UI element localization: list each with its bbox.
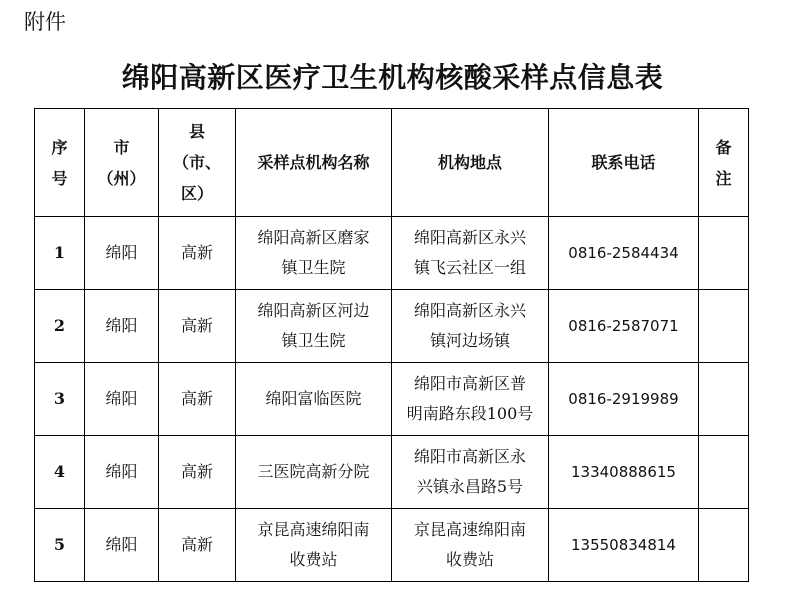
cell-text: 绵阳富临医院 [265,389,362,408]
cell-site-name [236,217,392,290]
cell-text: 兴镇永昌路5号 [416,477,524,496]
cell-county: 高新 [159,217,236,290]
cell-city: 绵阳 [85,509,159,582]
cell-text: 收费站 [289,550,338,569]
header-text: 区） [180,184,213,203]
cell-text: 镇卫生院 [281,331,346,350]
cell-phone: 0816-2919989 [549,363,699,436]
header-text: 采样点机构名称 [257,153,370,172]
cell-text: 绵阳市高新区普 [413,374,526,393]
header-text: 市 [113,137,130,157]
cell-address [392,509,549,582]
cell-number: 1 [35,217,85,290]
table-row [35,363,749,436]
column-header-site-name [236,109,392,217]
attachment-label: 附件 [24,10,66,34]
header-text: 联系电话 [591,153,656,172]
column-header-phone [549,109,699,217]
cell-phone: 13340888615 [549,436,699,509]
cell-county: 高新 [159,509,236,582]
cell-county: 高新 [159,363,236,436]
column-header-city [85,109,159,217]
cell-number: 3 [35,363,85,436]
cell-note [699,217,749,290]
header-text: 号 [51,168,68,188]
cell-site-name [236,509,392,582]
cell-number: 5 [35,509,85,582]
table-row [35,290,749,363]
header-text: 序 [51,137,68,157]
cell-note [699,436,749,509]
table-row [35,217,749,290]
table-row [35,509,749,582]
cell-number: 4 [35,436,85,509]
column-header-number [35,109,85,217]
cell-text: 绵阳高新区永兴 [413,228,526,247]
cell-note [699,363,749,436]
cell-address [392,290,549,363]
header-text: （州） [97,168,146,188]
cell-address [392,363,549,436]
cell-site-name [236,436,392,509]
cell-text: 京昆高速绵阳南 [413,520,526,539]
cell-text: 镇卫生院 [281,258,346,277]
header-text: （市、 [172,153,221,172]
column-header-note [699,109,749,217]
cell-address [392,217,549,290]
header-row [35,109,749,217]
cell-text: 镇河边场镇 [429,331,510,350]
cell-address [392,436,549,509]
cell-city: 绵阳 [85,436,159,509]
cell-city: 绵阳 [85,363,159,436]
cell-text: 镇飞云社区一组 [413,258,526,277]
table-row [35,436,749,509]
cell-text: 收费站 [445,550,494,569]
cell-county: 高新 [159,290,236,363]
cell-text: 绵阳高新区河边 [257,301,370,320]
cell-site-name [236,290,392,363]
cell-note [699,509,749,582]
cell-city: 绵阳 [85,217,159,290]
cell-text: 三医院高新分院 [257,462,370,481]
cell-text: 京昆高速绵阳南 [257,520,370,539]
cell-text: 绵阳高新区永兴 [413,301,526,320]
cell-text: 绵阳市高新区永 [413,447,526,466]
cell-city: 绵阳 [85,290,159,363]
cell-note [699,290,749,363]
cell-county: 高新 [159,436,236,509]
sampling-sites-table [34,108,749,582]
header-text: 备 [715,137,732,157]
cell-text: 明南路东段100号 [406,404,534,423]
header-text: 注 [715,168,732,188]
cell-number: 2 [35,290,85,363]
header-text: 机构地点 [437,153,502,172]
header-text: 县 [188,122,205,141]
cell-phone: 0816-2587071 [549,290,699,363]
column-header-address [392,109,549,217]
cell-phone: 0816-2584434 [549,217,699,290]
document-title: 绵阳高新区医疗卫生机构核酸采样点信息表 [121,61,664,94]
cell-phone: 13550834814 [549,509,699,582]
cell-text: 绵阳高新区磨家 [257,228,370,247]
cell-site-name [236,363,392,436]
column-header-county [159,109,236,217]
